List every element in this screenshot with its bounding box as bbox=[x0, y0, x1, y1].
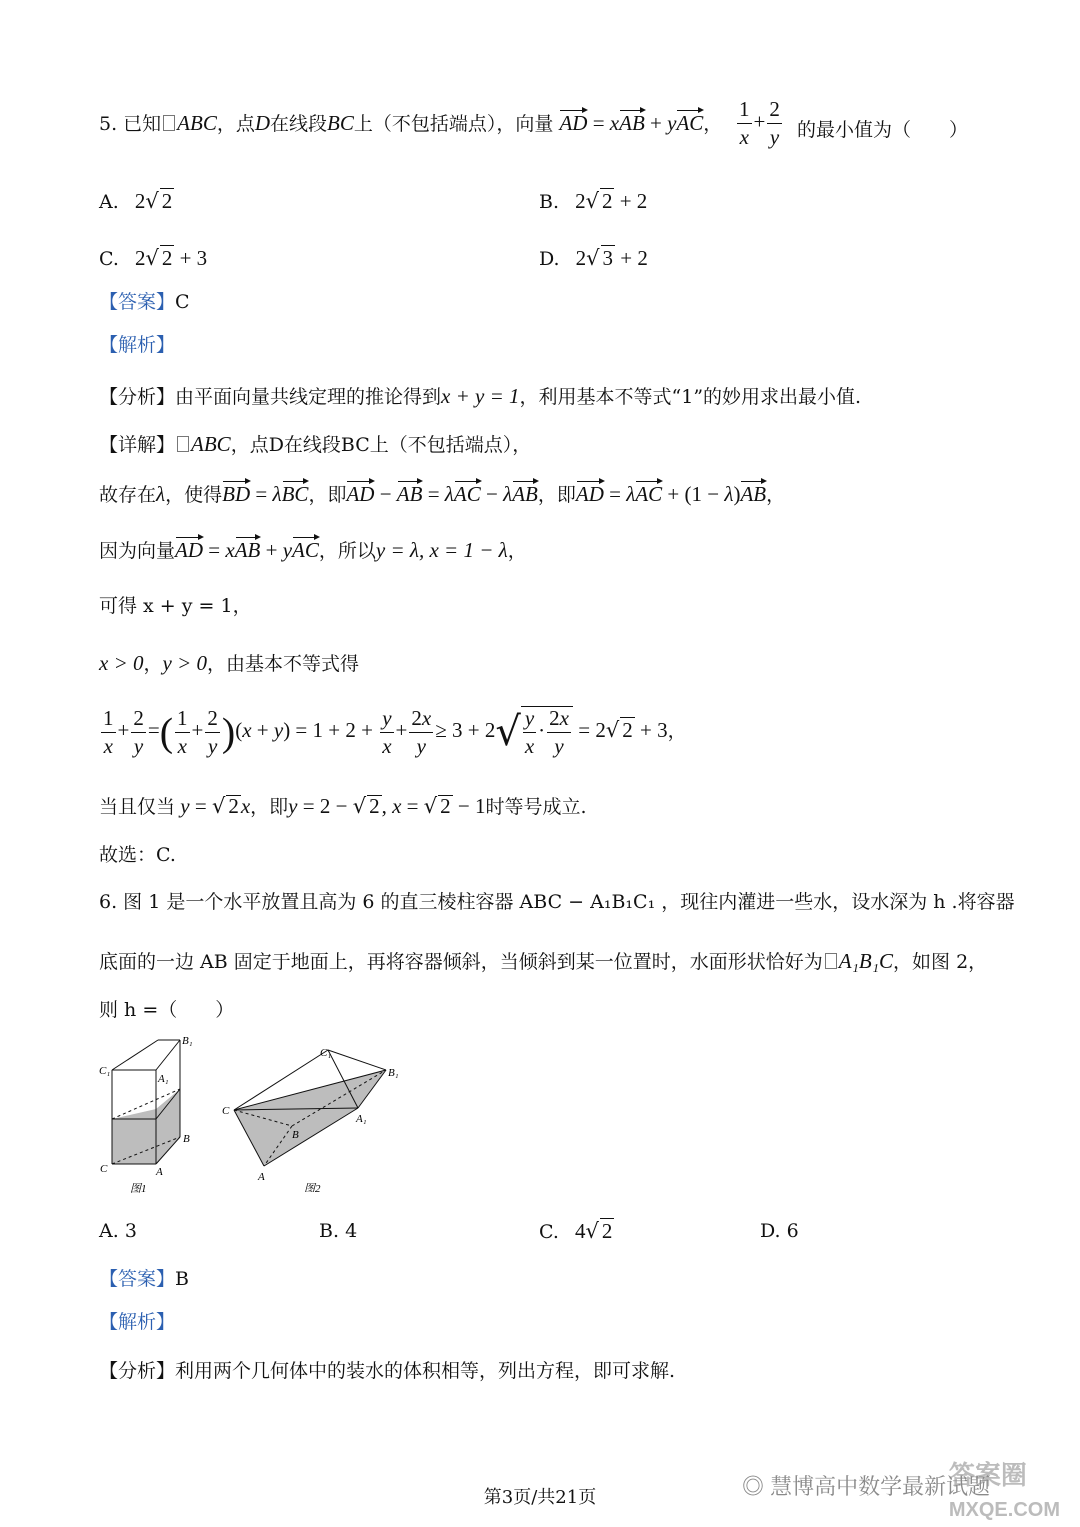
label-c: C bbox=[100, 1163, 108, 1175]
q5-stem: 5. 已知 ABC，点D在线段BC上（不包括端点），向量 AD = xAB + yAC， bbox=[99, 111, 723, 135]
step-text: 当且仅当 bbox=[99, 796, 176, 818]
step-text: 时等号成立. bbox=[485, 796, 587, 818]
label-b: B bbox=[183, 1133, 190, 1145]
q5-step1: 故存在λ，使得BD = λBC，即AD − AB = λAC − λAB，即AD = λAC + (1 − λ)AB， bbox=[99, 482, 786, 506]
answer-value: B bbox=[175, 1268, 189, 1290]
fenxi-equation: x + y = 1 bbox=[441, 384, 520, 408]
stem-text: 在线段 bbox=[270, 113, 328, 135]
q5-inequality: $\frac{1}{x}$ + $\frac{2}{y}$ =( $\frac{1}{x}$ + $\frac{2}{y}$ )(x + y) = 1 + 2 + $\frac{y}{x}$ + $\frac{2x}{y}$ ≥ 3 + 2√ $\frac{y}{x}$ · $\frac{2x}{y}$ = 2√ 2 + 3， bbox=[103, 705, 687, 759]
option-value: 2√ 2 + 3 bbox=[134, 246, 208, 270]
q5-stem-suffix: 的最小值为（ ） bbox=[797, 119, 969, 141]
label-c: C bbox=[222, 1105, 230, 1117]
step-text: ， bbox=[143, 653, 163, 675]
label-b: B bbox=[292, 1129, 299, 1141]
q6-jiexi-tag: 【解析】 bbox=[99, 1311, 176, 1333]
q6-option-a bbox=[99, 1220, 137, 1242]
figure-2-tilted-prism bbox=[220, 1042, 410, 1192]
triangle-name: ABC bbox=[177, 111, 217, 135]
triangle-name: ABC bbox=[191, 432, 231, 456]
q5-option-a bbox=[99, 188, 174, 214]
q6-option-d bbox=[760, 1220, 799, 1242]
option-label: A. bbox=[99, 191, 119, 213]
fenxi-tag: 【分析】 bbox=[99, 386, 176, 408]
option-value: 2√ 2 + 2 bbox=[575, 189, 648, 213]
q5-fenxi bbox=[99, 386, 861, 407]
step-text: ，使得 bbox=[165, 484, 223, 506]
label-b1: B₁ bbox=[388, 1067, 399, 1079]
figure-1-prism bbox=[96, 1032, 216, 1197]
stem-text: ，点 bbox=[216, 113, 255, 135]
step-text: 因为向量 bbox=[99, 540, 176, 562]
step-text: ，所以 bbox=[318, 540, 376, 562]
q5-xiangjie bbox=[99, 434, 531, 455]
segment-bc: BC bbox=[327, 111, 354, 135]
q6-text: 底面的一边 AB 固定于地面上，再将容器倾斜，当倾斜到某一位置时，水面形状恰好为 bbox=[99, 951, 823, 973]
q5-step2: 因为向量AD = xAB + yAC，所以y = λ, x = 1 − λ， bbox=[99, 538, 527, 562]
q5-number: 5. 已知 bbox=[99, 113, 162, 135]
label-a: A bbox=[156, 1166, 163, 1178]
fenxi-text: 由平面向量共线定理的推论得到 bbox=[175, 386, 442, 408]
watermark-text: 答案圈 bbox=[948, 1460, 1027, 1490]
option-label: D. bbox=[760, 1220, 781, 1242]
q5-option-c bbox=[99, 245, 207, 271]
triangle-symbol-icon bbox=[163, 115, 175, 131]
option-label: B. bbox=[319, 1220, 340, 1242]
fenxi-tag: 【分析】 bbox=[99, 1360, 176, 1382]
option-label: A. bbox=[99, 1220, 119, 1242]
wechat-icon: ◎ bbox=[742, 1474, 765, 1499]
q5-fraction-expr: $\frac{1}{x}$ + $\frac{2}{y}$ bbox=[739, 97, 780, 150]
step-text: ，由基本不等式得 bbox=[207, 653, 360, 675]
q5-answer bbox=[99, 293, 190, 312]
page-footer: 第3页/共21页 bbox=[483, 1487, 597, 1508]
q6-option-b bbox=[319, 1220, 357, 1242]
label-a: A bbox=[258, 1171, 265, 1183]
step-text: ，即 bbox=[250, 796, 289, 818]
option-label: D. bbox=[539, 248, 560, 270]
xiangjie-text: ，点D在线段BC上（不包括端点）， bbox=[230, 434, 532, 456]
q6-line1: 6. 图 1 是一个水平放置且高为 6 的直三棱柱容器 ABC − A₁B₁C₁ ，现往内灌进一些水，设水深为 h .将容器 bbox=[99, 891, 1015, 913]
q5-option-b bbox=[539, 188, 647, 214]
q5-option-d bbox=[539, 245, 648, 271]
q5-step4 bbox=[99, 653, 359, 674]
q6-text: ，如图 2， bbox=[893, 951, 988, 973]
q5-jiexi-tag: 【解析】 bbox=[99, 334, 176, 356]
answer-value: C bbox=[175, 291, 190, 313]
step-equation: y = λ, x = 1 − λ bbox=[375, 538, 508, 562]
option-value: 3 bbox=[124, 1220, 137, 1242]
q6-answer bbox=[99, 1270, 189, 1289]
step-equation: y > 0 bbox=[162, 651, 208, 675]
q6-line3: 则 h =（ ） bbox=[99, 999, 235, 1021]
q6-line2 bbox=[99, 951, 987, 972]
q5-step3: 可得 x + y = 1， bbox=[99, 595, 252, 617]
option-label: C. bbox=[99, 248, 119, 270]
answer-tag: 【答案】 bbox=[99, 1268, 176, 1290]
label-a1: A₁ bbox=[158, 1073, 169, 1085]
step-text: ，即 bbox=[308, 484, 347, 506]
watermark-text: 慧博高中数学最新试题 bbox=[770, 1474, 991, 1499]
point-d: D bbox=[254, 111, 271, 135]
q6-option-c bbox=[539, 1218, 614, 1244]
label-c1: C₁ bbox=[99, 1065, 111, 1077]
triangle-symbol-icon bbox=[825, 953, 837, 969]
q5-step6: 当且仅当 y = √ 2x，即y = 2 − √ 2, x = √ 2 − 1时等号成立. bbox=[99, 794, 587, 818]
fig1-caption: 图1 bbox=[130, 1183, 147, 1195]
label-a1: A₁ bbox=[356, 1113, 367, 1125]
step-text: 故存在 bbox=[99, 484, 157, 506]
watermark-text: MXQE.COM bbox=[948, 1499, 1060, 1521]
option-value: 4√ 2 bbox=[574, 1219, 613, 1243]
option-label: C. bbox=[539, 1221, 559, 1243]
label-b1: B₁ bbox=[182, 1035, 193, 1047]
step-equation: x > 0 bbox=[99, 651, 144, 675]
fenxi-text: 利用两个几何体中的装水的体积相等，列出方程，即可求解. bbox=[175, 1360, 676, 1382]
vector-equation: AD = xAB + yAC bbox=[559, 111, 704, 135]
q6-fenxi bbox=[99, 1362, 675, 1381]
option-value: 4 bbox=[345, 1220, 358, 1242]
stem-text: 上（不包括端点），向量 bbox=[353, 113, 554, 135]
fig2-caption: 图2 bbox=[304, 1183, 321, 1192]
label-c1: C₁ bbox=[320, 1047, 332, 1059]
triangle-name: A₁B₁C bbox=[838, 949, 894, 973]
q5-conclusion: 故选：C. bbox=[99, 844, 176, 866]
xiangjie-tag: 【详解】 bbox=[99, 434, 176, 456]
option-value: 6 bbox=[786, 1220, 799, 1242]
step-text: ，即 bbox=[537, 484, 576, 506]
option-value: 2√ 3 + 2 bbox=[575, 246, 648, 270]
fenxi-text: ，利用基本不等式“1”的妙用求出最小值. bbox=[519, 386, 862, 408]
triangle-symbol-icon bbox=[177, 436, 189, 452]
option-value: 2√ 2 bbox=[134, 189, 173, 213]
answer-tag: 【答案】 bbox=[99, 291, 176, 313]
option-label: B. bbox=[539, 191, 560, 213]
